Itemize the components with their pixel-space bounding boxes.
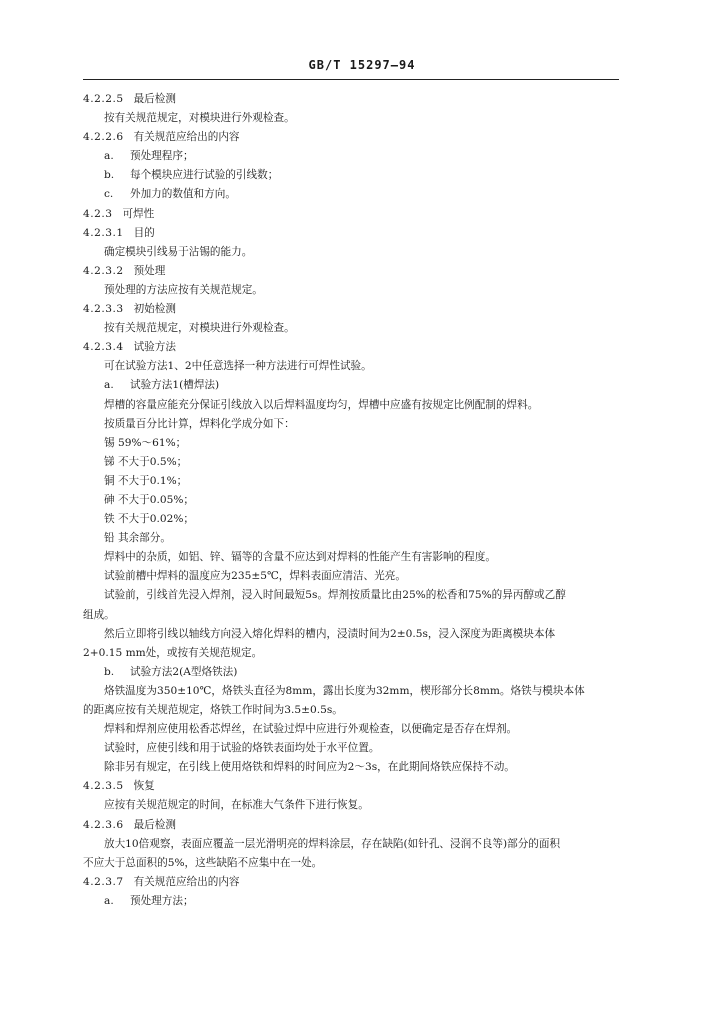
paragraph-line: 砷 不大于0.05%； [104, 493, 194, 506]
section-number: 4.2.3.3 [83, 303, 124, 316]
section-number: 4.2.3 [83, 207, 113, 220]
document-header: GB/T 15297—94 [308, 58, 416, 72]
section-number: 4.2.2.6 [83, 131, 124, 144]
paragraph-line: 按有关规范规定，对模块进行外观检查。 [104, 322, 295, 335]
list-item-text: 每个模块应进行试验的引线数； [130, 169, 279, 182]
section-heading [83, 816, 619, 835]
paragraph-line: 按质量百分比计算，焊料化学成分如下： [104, 417, 295, 430]
paragraph-continuation: 2+0.15 mm处，或按有关规范规定。 [83, 646, 263, 659]
section-heading [83, 205, 619, 224]
section-number: 4.2.3.6 [83, 818, 124, 831]
section-title: 最后检测 [133, 93, 176, 105]
section-heading [83, 338, 619, 357]
list-item [83, 166, 619, 185]
paragraph-line: 应按有关规范规定的时间，在标准大气条件下进行恢复。 [104, 799, 369, 812]
paragraph-line: 焊料中的杂质，如铝、锌、镉等的含量不应达到对焊料的性能产生有害影响的程度。 [104, 551, 496, 564]
paragraph-continuation: 组成。 [83, 608, 115, 621]
list-item-label: a. [104, 150, 114, 163]
paragraph-line: 按有关规范规定，对模块进行外观检查。 [104, 112, 295, 125]
list-item-label: b. [104, 169, 115, 182]
section-number: 4.2.3.5 [83, 780, 124, 793]
section-number: 4.2.3.2 [83, 264, 124, 277]
paragraph-line: 烙铁温度为350±10℃，烙铁头直径为8mm，露出长度为32mm，楔形部分长8mm。烙铁与模块本体 [104, 684, 585, 697]
paragraph-continuation: 的距离应按有关规范规定，烙铁工作时间为3.5±0.5s。 [83, 704, 343, 716]
section-heading [83, 300, 619, 319]
paragraph-line: 然后立即将引线以轴线方向浸入熔化焊料的槽内，浸渍时间为2±0.5s，浸入深度为距离模块本体 [104, 627, 556, 640]
section-title: 预处理 [133, 264, 166, 277]
paragraph-line: 焊料和焊剂应使用松香芯焊丝，在试验过焊中应进行外观检查，以便确定是否存在焊剂。 [104, 723, 518, 736]
paragraph-line: 焊槽的容量应能充分保证引线放入以后焊料温度均匀，焊槽中应盛有按规定比例配制的焊料。 [104, 398, 539, 411]
paragraph-line: 试验前槽中焊料的温度应为235±5℃，焊料表面应清洁、光亮。 [104, 570, 406, 583]
paragraph-line: 试验时，应使引线和用于试验的烙铁表面均处于水平位置。 [104, 742, 380, 755]
list-item [83, 147, 619, 166]
paragraph-line: 预处理的方法应按有关规范规定。 [104, 283, 263, 296]
section-title: 试验方法 [133, 341, 176, 354]
section-title: 可焊性 [122, 207, 155, 220]
section-number: 4.2.3.4 [83, 341, 124, 354]
list-item [83, 376, 619, 395]
section-heading [83, 777, 619, 796]
paragraph-line: 放大10倍观察，表面应覆盖一层光滑明亮的焊料涂层，存在缺陷(如针孔、浸润不良等)部分的面积 [104, 837, 561, 850]
list-item-label: a. [104, 894, 114, 907]
section-heading [83, 262, 619, 281]
paragraph-line: 铁 不大于0.02%； [104, 513, 194, 526]
paragraph-line: 锑 不大于0.5%； [104, 455, 188, 468]
section-number: 4.2.3.7 [83, 875, 124, 888]
paragraph-line: 试验前，引线首先浸入焊剂，浸入时间最短5s。焊剂按质量比由25%的松香和75%的异丙醇或乙醇 [104, 589, 566, 602]
paragraph-line: 铜 不大于0.1%； [104, 474, 188, 487]
list-item-label: a. [104, 379, 114, 392]
section-title: 有关规范应给出的内容 [133, 875, 240, 888]
list-item [83, 185, 619, 204]
section-heading [83, 128, 619, 147]
list-item [83, 892, 619, 911]
paragraph-line: 铅 其余部分。 [104, 532, 171, 545]
list-item [83, 663, 619, 682]
section-title: 恢复 [133, 780, 155, 793]
list-item-label: b. [104, 665, 115, 678]
list-item-text: 预处理程序； [130, 150, 194, 163]
section-title: 最后检测 [133, 818, 176, 831]
paragraph-line: 可在试验方法1、2中任意选择一种方法进行可焊性试验。 [104, 360, 372, 373]
header-rule [83, 79, 619, 80]
section-heading [83, 224, 619, 243]
section-heading [83, 873, 619, 892]
section-title: 有关规范应给出的内容 [133, 131, 240, 144]
section-number: 4.2.3.1 [83, 226, 124, 239]
paragraph-line: 除非另有规定，在引线上使用烙铁和焊料的时间应为2～3s，在此期间烙铁应保持不动。 [104, 761, 515, 774]
list-item-text: 预处理方法； [130, 894, 194, 907]
section-title: 目的 [133, 226, 155, 239]
list-item-text: 试验方法1(槽焊法) [130, 379, 220, 392]
list-item-text: 试验方法2(A型烙铁法) [130, 665, 238, 678]
list-item-text: 外加力的数值和方向。 [130, 188, 236, 201]
paragraph-continuation: 不应大于总面积的5%，这些缺陷不应集中在一处。 [83, 856, 323, 869]
section-number: 4.2.2.5 [83, 93, 124, 105]
paragraph-line: 确定模块引线易于沾锡的能力。 [104, 245, 253, 258]
section-title: 初始检测 [133, 303, 176, 316]
list-item-label: c. [104, 188, 114, 201]
document-body [83, 90, 619, 911]
section-heading [83, 90, 619, 109]
paragraph-line: 锡 59%～61%； [104, 436, 187, 449]
